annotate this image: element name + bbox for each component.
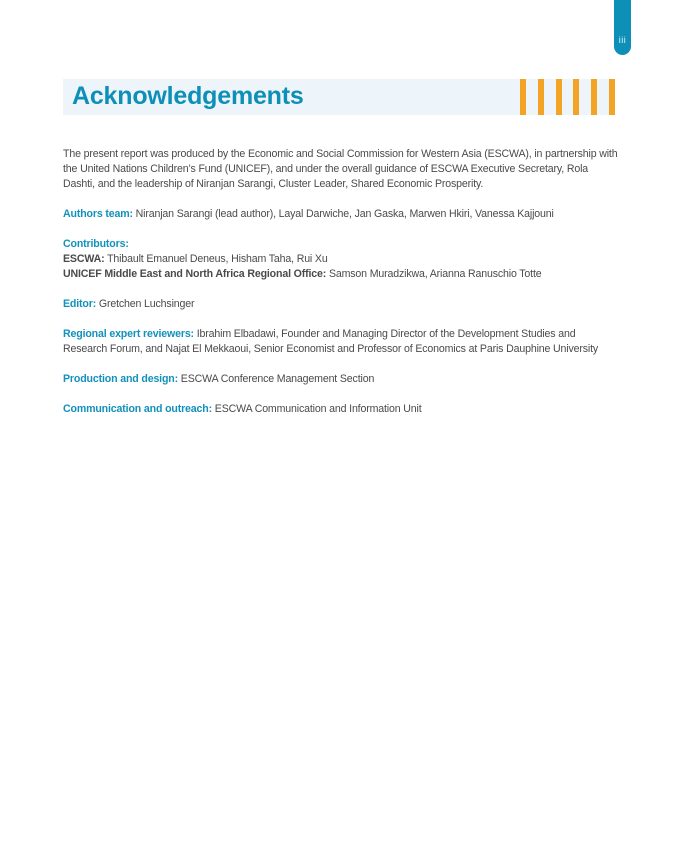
editor-label: Editor: [63, 298, 97, 310]
stripe-bar [556, 79, 562, 115]
unicef-label: UNICEF Middle East and North Africa Regional Office: [63, 268, 327, 280]
contributors-label: Contributors: [63, 238, 129, 250]
escwa-label: ESCWA: [63, 253, 105, 265]
production-value: ESCWA Conference Management Section [178, 373, 375, 385]
unicef-value: Samson Muradzikwa, Arianna Ranuschio Totte [326, 268, 542, 280]
reviewers-paragraph [63, 327, 618, 357]
intro-paragraph: The present report was produced by the Economic and Social Commission for Western Asia (ESCWA), in partnership with the United Nations Children’s Fund (UNICEF), and under the overall guidance of ESCWA Executive Secretary, Rola Dashti, and the leadership of Niranjan Sarangi, Cluster Leader, Shared Economic Prosperity. [63, 148, 618, 190]
stripe-bar [591, 79, 597, 115]
page-title: Acknowledgements [72, 82, 304, 110]
authors-paragraph [63, 207, 618, 222]
acknowledgements-body [63, 147, 618, 432]
contributors-escwa [63, 252, 618, 267]
communication-label: Communication and outreach: [63, 403, 212, 415]
stripe-bar [609, 79, 615, 115]
production-label: Production and design: [63, 373, 178, 385]
contributors-unicef [63, 267, 618, 282]
communication-value: ESCWA Communication and Information Unit [211, 403, 422, 415]
communication-paragraph [63, 402, 618, 417]
stripe-bar [573, 79, 579, 115]
reviewers-label: Regional expert reviewers: [63, 328, 194, 340]
contributors-heading [63, 237, 618, 252]
production-paragraph [63, 372, 618, 387]
editor-paragraph [63, 297, 618, 312]
editor-value: Gretchen Luchsinger [96, 298, 195, 310]
authors-value: Niranjan Sarangi (lead author), Layal Darwiche, Jan Gaska, Marwen Hkiri, Vanessa Kajjouni [132, 208, 554, 220]
page-number: iii [618, 35, 627, 45]
authors-label: Authors team: [63, 208, 133, 220]
escwa-value: Thibault Emanuel Deneus, Hisham Taha, Rui Xu [104, 253, 328, 265]
page-number-tab [614, 0, 631, 55]
stripe-bar [520, 79, 526, 115]
reviewers-value: Ibrahim Elbadawi, Founder and Managing Director of the Development Studies and Research Forum, and Najat El Mekkaoui, Senior Economist and Professor of Economics at Paris Dauphine University [63, 328, 599, 355]
stripe-bar [538, 79, 544, 115]
decorative-stripes [520, 79, 615, 115]
